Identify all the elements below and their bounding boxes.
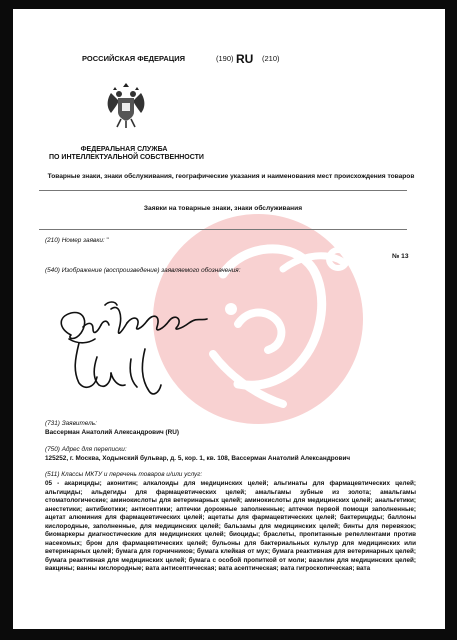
classes-label: (511) Классы МКТУ и перечень товаров и/или услуг:	[45, 471, 203, 478]
country-code: RU	[236, 52, 254, 66]
code-210: (210)	[262, 54, 280, 63]
divider	[39, 229, 407, 230]
application-number-value: "	[106, 237, 109, 244]
trademark-image	[49, 299, 219, 409]
applicant-label: (731) Заявитель:	[45, 420, 97, 427]
correspondence-address-value: 125252, г. Москва, Ходынский бульвар, д. 5, кор. 1, кв. 108, Вассерман Анатолий Александрович	[45, 455, 351, 462]
application-number-label: (210) Номер заявки:	[45, 237, 105, 244]
image-field-label: (540) Изображение (воспроизведение) заявляемого обозначения:	[45, 267, 241, 274]
document-page	[13, 9, 445, 629]
applicant-value: Вассерман Анатолий Александрович (RU)	[45, 429, 179, 436]
agency-name-line2: ПО ИНТЕЛЛЕКТУАЛЬНОЙ СОБСТВЕННОСТИ	[49, 154, 204, 161]
number-badge: № 13	[392, 253, 409, 260]
goods-services-list: 05 - акарициды; аконитин; алкалоиды для медицинских целей; альгинаты для фармацевтических целей; альгициды; альдегиды для фармацевтических целей; амальгамы зубные из золота; амальгамы стоматологические; аминокислоты для ветеринарных целей; аминокислоты для медицинских целей; анальгетики; анестетики; антибиотики; антисептики; аптечки дорожные заполненные; аптечки первой помощи заполненные; ацетат алюминия для фармацевтических целей; ацетаты для фармацевтических целей; бактерициды; баллоны кислородные, заполненные, для медицинских целей; бальзамы для медицинских целей; бинты для перевязок; биомаркеры диагностические для медицинских целей; биоциды; браслеты, пропитанные репеллентами против насекомых; бром для фармацевтических целей; бульоны для бактериальных культур для медицинских или ветеринарных целей; бумага для горчичников; бумага клейкая от мух; бумага реактивная для ветеринарных целей; бумага реактивная для медицинских целей; бумага с особой пропиткой от моли; вазелин для медицинских целей; вакцины; ванны кислородные; вата антисептическая; вата асептическая; вата гигроскопическая; вата	[45, 480, 416, 572]
coat-of-arms-icon	[103, 79, 149, 129]
code-190: (190)	[216, 54, 234, 63]
document-type-title: Заявки на товарные знаки, знаки обслуживания	[143, 205, 303, 212]
document-category: Товарные знаки, знаки обслуживания, географические указания и наименования мест происхождения товаров	[47, 173, 415, 180]
agency-name-line1: ФЕДЕРАЛЬНАЯ СЛУЖБА	[80, 146, 168, 153]
correspondence-address-label: (750) Адрес для переписки:	[45, 446, 127, 453]
country-name: РОССИЙСКАЯ ФЕДЕРАЦИЯ	[82, 54, 186, 63]
divider	[39, 190, 407, 191]
application-number-row	[45, 237, 109, 244]
